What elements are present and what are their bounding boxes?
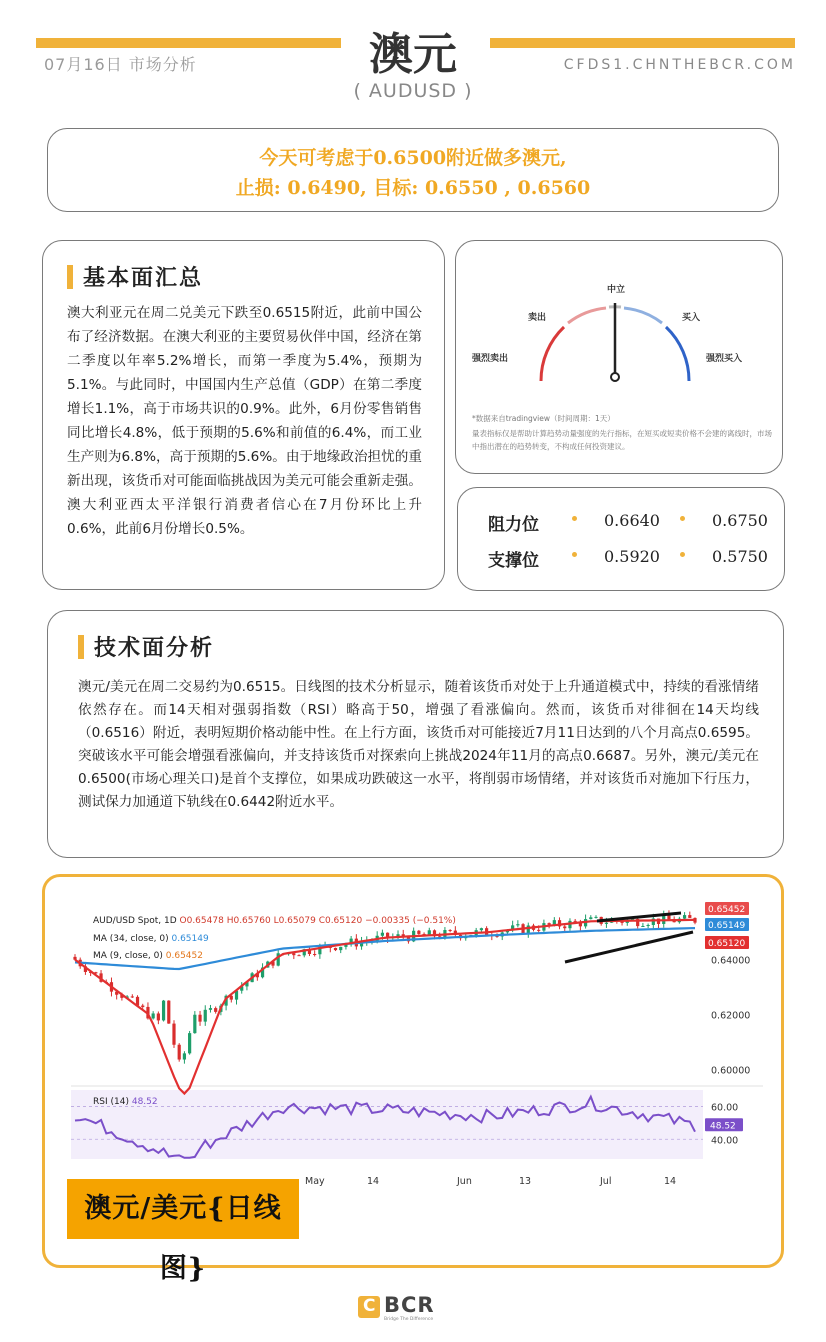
gauge-arc-sell	[568, 308, 606, 323]
candle-body	[605, 923, 608, 924]
price-badge-label: 0.65452	[708, 905, 746, 915]
recommendation-line-1: 今天可考虑于0.6500附近做多澳元,	[259, 147, 567, 169]
price-chart	[67, 887, 767, 1284]
gauge-label-strong-sell: 强烈卖出	[472, 354, 509, 364]
x-tick-label: 14	[664, 1176, 677, 1187]
bullet-icon	[572, 552, 577, 557]
candle-body	[516, 924, 519, 925]
ma34-legend	[93, 934, 209, 944]
candle-body	[152, 1013, 155, 1018]
bcr-logo	[358, 1292, 452, 1322]
candle-body	[193, 1015, 196, 1033]
candle-body	[339, 947, 342, 950]
x-tick-label: 13	[519, 1176, 532, 1187]
price-tick-label: 0.60000	[711, 1065, 751, 1077]
gauge-label-neutral: 中立	[607, 285, 626, 295]
x-tick-label: Jun	[457, 1176, 472, 1187]
x-tick-label: 14	[367, 1176, 380, 1187]
candle-body	[178, 1045, 181, 1060]
candle-body	[204, 1010, 207, 1022]
resistance-label: 阻力位	[488, 515, 539, 535]
candle-body	[141, 1006, 144, 1007]
bcr-logo-text: BCR	[384, 1293, 435, 1317]
ma9-legend	[93, 951, 203, 961]
technical-body: 澳元/美元在周二交易约为0.6515。日线图的技术分析显示，随着该货币对处于上升通道模式中，持续的看涨情绪依然存在。而14天相对强弱指数（RSI）略高于50，增强了看涨偏向。然而，该货币对徘徊在14天均线（0.6516）附近，表明短期价格动能中性。在上行方面，该货币对可能接近7月11日达到的八个月高点0.6595。突破该水平可能会增强看涨偏向，并支持该货币对探索向上挑战2024年11月的高点0.6687。另外，澳元/美元在0.6500(市场心理关口)是首个支撑位，如果成功跌破这一水平，将削弱市场情绪，并对该货币对施加下行压力，测试保力加通道下轨线在0.6442附近水平。	[78, 679, 759, 810]
ohlc-high: H0.65760	[226, 916, 271, 926]
rsi-badge-label: 48.52	[710, 1121, 736, 1132]
candle-body	[381, 933, 384, 936]
resistance-value-2: 0.6750	[712, 511, 768, 530]
ohlc-close: C0.65120	[318, 916, 363, 926]
bullet-icon	[680, 516, 685, 521]
ohlc-open: O0.65478	[179, 916, 224, 926]
candle-body	[167, 1001, 170, 1024]
ma34-label: MA (34, close, 0)	[93, 934, 169, 944]
price-tick-label: 0.62000	[711, 1010, 751, 1022]
ma9-label: MA (9, close, 0)	[93, 951, 163, 961]
resistance-row	[486, 510, 776, 540]
gauge-arc-strong-buy	[666, 327, 689, 381]
ohlc-low: L0.65079	[273, 916, 316, 926]
candle-body	[297, 955, 300, 956]
ma9-value: 0.65452	[165, 951, 203, 961]
price-badge-label: 0.65120	[708, 939, 746, 949]
price-tick-label: 0.64000	[711, 955, 751, 967]
ohlc-change: −0.00335 (−0.51%)	[365, 916, 456, 926]
chart-caption: 澳元/美元{日线图}	[67, 1179, 299, 1239]
rsi-panel-background	[71, 1090, 703, 1159]
site-url[interactable]: CFDS1.CHNTHEBCR.COM	[563, 57, 796, 73]
candle-body	[480, 928, 483, 930]
candle-body	[688, 915, 691, 918]
candle-body	[313, 954, 316, 955]
sentiment-gauge-card	[455, 240, 783, 474]
page-subtitle: ( AUDUSD )	[353, 80, 473, 102]
recommendation-line-2: 止损: 0.6490, 目标: 0.6550 , 0.6560	[235, 177, 591, 199]
candle-body	[162, 1001, 165, 1021]
channel-lower-trendline	[565, 932, 693, 962]
candle-body	[594, 917, 597, 918]
ma34-value: 0.65149	[171, 934, 209, 944]
candle-body	[183, 1053, 186, 1059]
resistance-value-1: 0.6640	[604, 511, 660, 530]
rsi-legend	[93, 1097, 158, 1107]
technical-heading	[78, 631, 759, 662]
rsi-value: 48.52	[131, 1097, 158, 1107]
report-date: 07月16日 市场分析	[44, 55, 197, 74]
candle-body	[683, 915, 686, 919]
chart-card	[42, 874, 784, 1284]
candle-body	[334, 948, 337, 950]
recommendation-card	[47, 128, 779, 212]
gauge-label-sell: 卖出	[528, 313, 547, 323]
gauge-source-note: *数据来自tradingview（时间周期：1天）	[472, 414, 615, 423]
gauge-arc-strong-sell	[541, 327, 564, 381]
technical-title: 技术面分析	[94, 636, 215, 661]
gauge-disclaimer: 量表指标仅是帮助计算趋势动量强度的先行指标，在短买或短卖价格不会建的离线时，市场中指出潜在的趋势转变，不构成任何投资建议。	[472, 429, 772, 451]
candle-body	[641, 926, 644, 927]
bcr-logo-mark: C	[358, 1296, 380, 1318]
candle-body	[214, 1008, 217, 1012]
candle-body	[157, 1013, 160, 1020]
heading-accent-bar	[78, 635, 84, 659]
candle-body	[589, 917, 592, 919]
fundamentals-card	[42, 240, 445, 590]
bullet-icon	[572, 516, 577, 521]
candle-body	[449, 930, 452, 931]
candle-body	[647, 925, 650, 926]
gauge-label-strong-buy: 强烈买入	[706, 354, 743, 364]
gauge-pivot	[611, 373, 619, 381]
support-value-1: 0.5920	[604, 547, 660, 566]
candle-body	[563, 926, 566, 928]
support-row	[486, 546, 776, 576]
candle-body	[131, 996, 134, 997]
ohlc-legend	[93, 916, 456, 926]
support-label: 支撑位	[488, 551, 539, 571]
rsi-tick-label: 60.00	[711, 1102, 739, 1114]
candle-body	[537, 930, 540, 931]
rsi-tick-label: 40.00	[711, 1135, 739, 1147]
rsi-label: RSI (14)	[93, 1097, 129, 1107]
ohlc-symbol: AUD/USD Spot, 1D	[93, 916, 177, 926]
candle-body	[417, 931, 420, 934]
fundamentals-title: 基本面汇总	[83, 266, 204, 291]
gauge-label-buy: 买入	[682, 313, 701, 323]
bullet-icon	[680, 552, 685, 557]
x-tick-label: Jul	[600, 1176, 612, 1187]
bcr-tagline: Bridge The Difference	[384, 1317, 434, 1322]
technical-card	[47, 610, 784, 858]
support-value-2: 0.5750	[712, 547, 768, 566]
candle-body	[172, 1024, 175, 1045]
gauge-arc-buy	[624, 308, 662, 323]
candle-body	[209, 1008, 212, 1010]
candle-body	[198, 1015, 201, 1022]
price-badge-label: 0.65149	[708, 921, 746, 931]
fundamentals-heading	[67, 261, 422, 292]
candle-body	[527, 925, 530, 933]
heading-accent-bar	[67, 265, 73, 289]
candle-body	[574, 921, 577, 922]
fundamentals-body: 澳大利亚元在周二兑美元下跌至0.6515附近，此前中国公布了经济数据。在澳大利亚的主要贸易伙伴中国，经济在第二季度以年率5.2%增长，而第一季度为5.4%，预期为5.1%。与此同时，中国国内生产总值（GDP）在第二季度增长1.1%，高于市场共识的0.9%。此外，6月份零售销售同比增长4.8%，低于预期的5.6%和前值的6.4%，而工业生产则为6.8%，高于预期的5.6%。由于地缘政治担忧的重新出现，该货币对可能面临挑战因为美元可能会重新走强。澳大利亚西太平洋银行消费者信心在7月份环比上升0.6%，此前6月份增长0.5%。	[67, 305, 422, 537]
x-tick-label: May	[305, 1176, 325, 1187]
levels-card	[457, 487, 785, 591]
page-title: 澳元	[369, 29, 457, 80]
candle-body	[188, 1033, 191, 1053]
